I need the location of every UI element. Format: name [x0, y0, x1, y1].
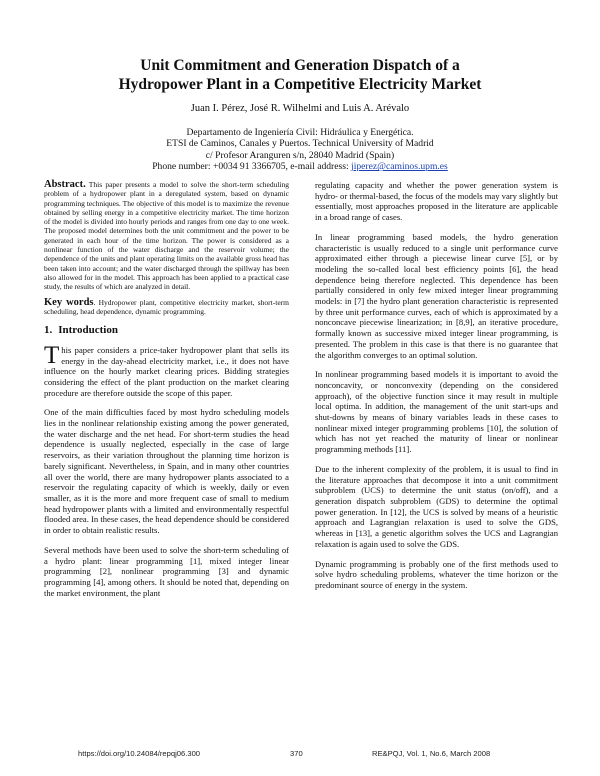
right-paragraph-4: Due to the inherent complexity of the problem, it is usual to find in the literature approaches that decompose it into a unit commitment subproblem (UCS) to determine the unit status (on/off), and a generation dispatch subproblem (GDS) to determine the optimal power generation. In [12], the UCS is solved by means of a heuristic approach and Lagrangian relaxation is used to solve the GDS, whereas in [13], a genetic algorithm solves the UCS and Lagrangian relaxation is again used to solve the GDS.	[315, 463, 558, 549]
affiliation-block	[60, 127, 540, 173]
drop-cap-letter: T	[44, 341, 60, 369]
affiliation-department: Departamento de Ingeniería Civil: Hidráulica y Energética.	[186, 127, 414, 138]
intro-paragraph-3: Several methods have been used to solve the short-term scheduling of a hydro plant: linear programming [1], mixed integer linear programming [2], nonlinear programming [3] and dynamic programming [4], among others. It should be noted that, depending on the market environment, the plant	[44, 544, 289, 598]
title-line-2: Hydropower Plant in a Competitive Electricity Market	[118, 76, 482, 93]
right-paragraph-5: Dynamic programming is probably one of the first methods used to solve hydro scheduling problems, whatever the time horizon or the predominant source of energy in the system.	[315, 558, 558, 590]
abstract	[44, 180, 289, 292]
footer-journal: RE&PQJ, Vol. 1, No.6, March 2008	[372, 749, 491, 758]
right-paragraph-2: In linear programming based models, the hydro generation characteristic is usually reduced to a single unit performance curve approximated either through a piecewise linear curve [5], or by modeling the so-called local best efficiency points [6], the head dependence being therefore neglected. This dependence has been partially considered in only few mixed integer linear programming models: in [7] the hydro plant generation characteristic is represented by three unit performance curves, each of which is approximated by a nonconcave piecewise linearization; in [8,9], an iterative procedure, formally known as successive mixed integer linear programming, is presented. The problem in this case is that there is no guarantee that the algorithm converges to an optimal solution.	[315, 231, 558, 360]
intro-paragraph-1	[44, 341, 289, 399]
right-paragraph-3: In nonlinear programming based models it is important to avoid the nonconcavity, or nonconvexity (depending on the considered approach), of the objective function since it may result in multiple local optima. In addition, the management of the unit start-ups and shut-downs by means of binary variables leads in these cases to nonlinear mixed integer programming problems [10], the solution of which has not yet reached the maturity of linear or nonlinear programming methods [11].	[315, 369, 558, 455]
intro-paragraph-1-text: his paper considers a price-taker hydropower plant that sells its energy in the day-ahead electricity market, i.e., it does not have influence on the hourly market clearing prices. Bidding strategies considering the effect of the plant production on the market clearing procedure are therefore outside the scope of this paper.	[44, 344, 289, 398]
author-list: Juan I. Pérez, José R. Wilhelmi and Luis A. Arévalo	[190, 103, 410, 114]
title-line-1: Unit Commitment and Generation Dispatch of a	[140, 57, 460, 74]
left-column	[44, 180, 289, 598]
email-link[interactable]: jiperez@caminos.upm.es	[351, 161, 448, 173]
keywords-text: . Hydropower plant, competitive electricity market, short-term scheduling, head dependence, dynamic programming.	[44, 297, 289, 316]
paper-title	[60, 56, 540, 94]
abstract-text: This paper presents a model to solve the short-term scheduling problem of a hydropower plant in a deregulated system, based on dynamic programming techniques. The objective of this model is to maximize the revenue obtained by selling energy in a competitive electricity market. The time horizon of the model is divided into hourly periods and ranges from one day to one week. The proposed model determines both the unit commitment and the power to be generated in each hour of the time horizon. The power is considered as a nonlinear function of the water discharge and the reservoir volume; the dependence of the units and plant operating limits on the available gross head has been taken into account; and the water discharged through the spillway has been also allowed for in the model. This approach has been applied to a practical case study, the results of which are analyzed in detail.	[44, 180, 289, 292]
footer-doi[interactable]: https://doi.org/10.24084/repqj06.300	[78, 749, 201, 758]
section-heading-introduction	[44, 325, 289, 336]
affiliation-contact	[60, 161, 540, 172]
affiliation-address: c/ Profesor Aranguren s/n, 28040 Madrid (Spain)	[205, 149, 395, 161]
phone-text: Phone number: +0034 91 3366705, e-mail address:	[152, 161, 352, 173]
footer-page-number: 370	[290, 749, 303, 758]
section-number: 1.	[44, 324, 53, 337]
abstract-label: Abstract.	[44, 179, 86, 190]
section-title: Introduction	[58, 324, 118, 337]
intro-paragraph-2: One of the main difficulties faced by most hydro scheduling models lies in the nonlinear relationship existing among the power generated, the water discharge and the net head. For short-term studies the head dependence is usually neglected, especially in the case of large reservoirs, as their variation throughout the planning time horizon is barely significant. Nevertheless, in Spain, and in many other countries all over the world, there are many hydropower plants associated to a reservoir the regulating capacity of which is weekly, daily or even smaller, as it is the more and more frequent case of small to medium head hydropower plants with a limited and environmentally respectful flooded area. In these cases, the head dependence should be considered in order to obtain realistic results.	[44, 407, 289, 536]
keywords-label: Key words	[44, 296, 94, 308]
affiliation-school: ETSI de Caminos, Canales y Puertos. Technical University of Madrid	[166, 138, 434, 150]
right-column	[315, 180, 558, 591]
right-paragraph-1: regulating capacity and whether the power generation system is hydro- or thermal-based, the focus of the models may vary slightly but essentially, most approaches proposed in the literature are applicable in a broad range of cases.	[315, 180, 558, 223]
keywords	[44, 298, 289, 317]
